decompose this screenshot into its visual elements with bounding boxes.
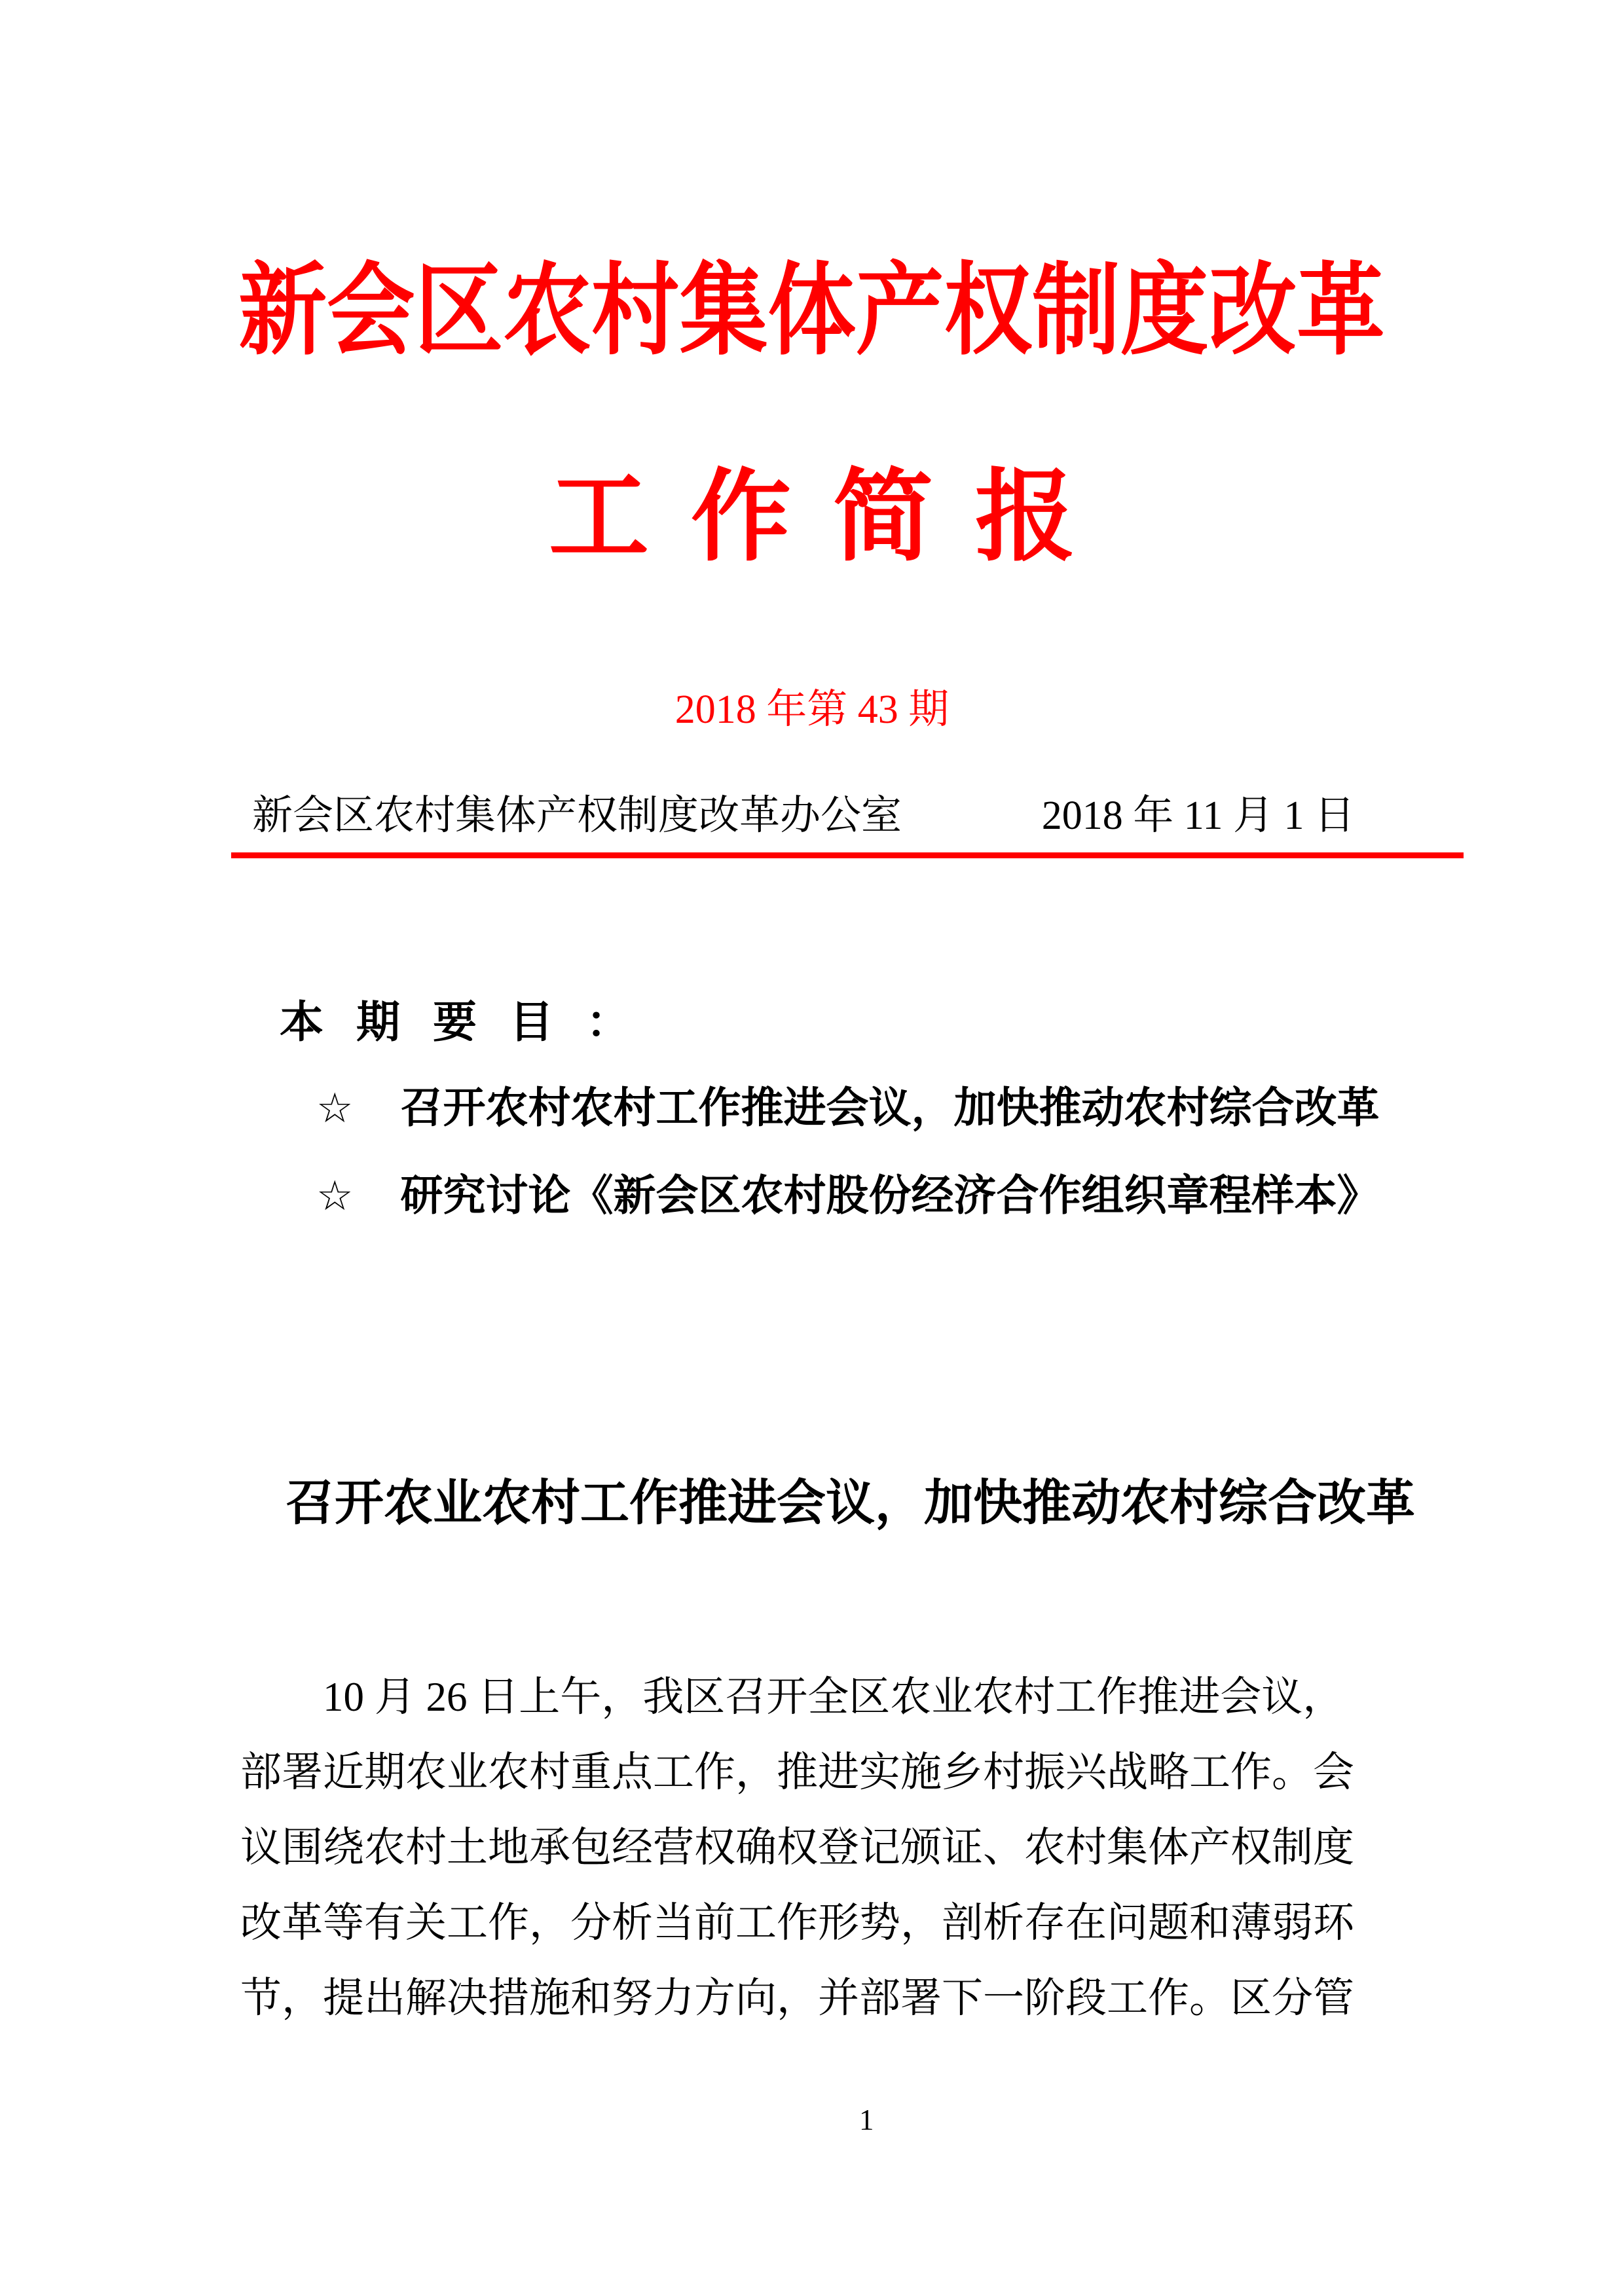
masthead-title-line2 [0,462,1624,573]
masthead-title-line1 [0,255,1624,367]
contents-heading [280,998,663,1048]
contents-heading-text: 本期要目： [280,998,663,1047]
star-bullet-icon: ☆ [316,1085,354,1131]
contents-item-1 [316,1084,1380,1133]
article-title: 召开农业农村工作推进会议，加快推动农村综合改革 [286,1475,1416,1530]
paragraph-line-1: 10 月 26 日上午，我区召开全区农业农村工作推进会议， [323,1674,1344,1720]
masthead-title-line1-text: 新会区农村集体产权制度改革 [238,255,1386,367]
paragraph-line-3: 议围绕农村土地承包经营权确权登记颁证、农村集体产权制度 [240,1825,1354,1870]
contents-item-1-text: 召开农村农村工作推进会议，加快推动农村综合改革 [400,1085,1380,1132]
publisher-office: 新会区农村集体产权制度改革办公室 [252,793,902,838]
paragraph-line-4: 改革等有关工作，分析当前工作形势，剖析存在问题和薄弱环 [240,1900,1354,1946]
issue-number-line: 2018 年第 43 期 [674,687,950,732]
paragraph-line-5: 节，提出解决措施和努力方向，并部署下一阶段工作。区分管 [240,1975,1354,2021]
contents-item-2 [316,1172,1380,1220]
publication-date: 2018 年 11 月 1 日 [1041,793,1355,838]
contents-item-2-text: 研究讨论《新会区农村股份经济合作组织章程样本》 [400,1173,1380,1220]
star-bullet-icon: ☆ [316,1173,354,1219]
publication-info-row [252,792,1355,839]
paragraph-line-2: 部署近期农业农村重点工作，推进实施乡村振兴战略工作。会 [240,1749,1354,1795]
red-divider-rule [231,852,1464,858]
masthead-title-line2-text: 工作简报 [548,461,1117,573]
page-number: 1 [859,2104,874,2136]
